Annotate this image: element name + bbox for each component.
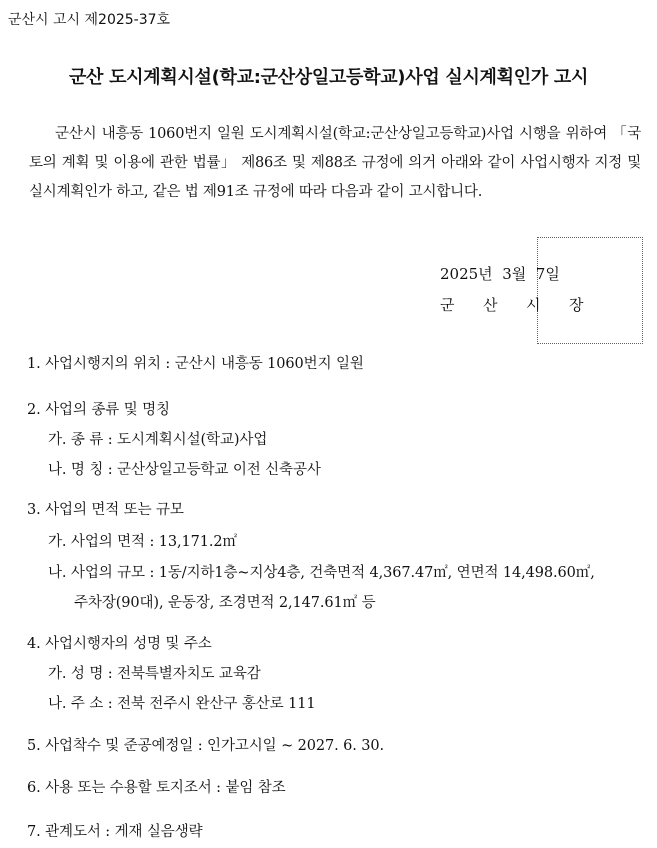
item-area-heading: 3. 사업의 면적 또는 규모 (27, 502, 184, 518)
seal-box (537, 237, 643, 344)
item-schedule: 5. 사업착수 및 준공예정일 : 인가고시일 ~ 2027. 6. 30. (27, 738, 385, 754)
issuer-char: 군 (440, 296, 458, 314)
item-area: 가. 사업의 면적 : 13,171.2㎡ (48, 534, 237, 550)
item-type: 가. 종 류 : 도시계획시설(학교)사업 (48, 432, 268, 448)
item-scale-cont: 주차장(90대), 운동장, 조경면적 2,147.61㎡ 등 (74, 595, 376, 611)
item-docs: 7. 관계도서 : 게재 실음생략 (27, 824, 203, 840)
item-name: 나. 명 칭 : 군산상일고등학교 이전 신축공사 (48, 462, 321, 478)
issuer-char: 산 (483, 296, 501, 314)
item-type-heading: 2. 사업의 종류 및 명칭 (27, 402, 170, 418)
item-scale: 나. 사업의 규모 : 1동/지하1층~지상4층, 건축면적 4,367.47㎡, 연면적 14,498.60㎡, (48, 565, 595, 581)
item-location: 1. 사업시행지의 위치 : 군산시 내흥동 1060번지 일원 (27, 356, 364, 372)
issuer-char: 시 (526, 296, 544, 314)
document-number: 군산시 고시 제2025-37호 (8, 12, 171, 28)
issuer-char: 장 (569, 296, 587, 314)
item-operator-name: 가. 성 명 : 전북특별자치도 교육감 (48, 666, 261, 682)
notice-date: 2025년 3월 7일 (440, 265, 560, 283)
issuer-name (440, 294, 612, 315)
item-land: 6. 사용 또는 수용할 토지조서 : 붙임 참조 (27, 780, 286, 796)
page-title: 군산 도시계획시설(학교:군산상일고등학교)사업 실시계획인가 고시 (68, 67, 589, 88)
item-operator-address: 나. 주 소 : 전북 전주시 완산구 홍산로 111 (48, 696, 316, 712)
item-operator-heading: 4. 사업시행자의 성명 및 주소 (27, 636, 212, 652)
notice-body: 군산시 내흥동 1060번지 일원 도시계획시설(학교:군산상일고등학교)사업 시행을 위하여 「국토의 계획 및 이용에 관한 법률」 제86조 및 제88조 규정에 의거 아래와 같이 사업시행자 지정 및 실시계획인가 하고, 같은 법 제91조 규정에 따라 다음과 같이 고시합니다. (29, 126, 641, 200)
